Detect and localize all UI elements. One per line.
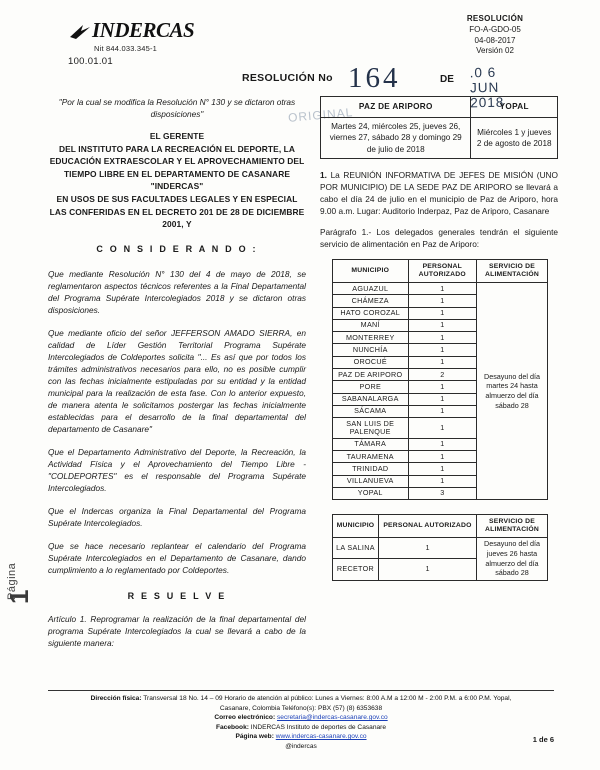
indercas-logo-text: [70, 18, 250, 43]
cell-municipio: SAN LUIS DE PALENQUE: [333, 418, 409, 439]
considerando-paragraph-1: Que mediante Resolución N° 130 del 4 de mayo de 2018, se reglamentaron aspectos técnicos referentes a la Final Departamental del Programa Supérate Intercolegiados 2018 y se dictaron otras disposiciones.: [48, 268, 306, 315]
cell-municipio: PORE: [333, 381, 409, 393]
footer-phone-line: Casanare, Colombia Teléfono(s): PBX (57) (8) 6353638: [219, 704, 383, 712]
cell-municipio: CHÁMEZA: [333, 295, 409, 307]
issuer-line-1: EL GERENTE: [149, 131, 205, 142]
considerando-paragraph-5: Que se hace necesario replantear el calendario del Programa Supérate Intercolegiados en el Departamento de Casanare, dando cumplimiento a lo reglamentado por Coldeportes.: [48, 541, 306, 576]
considerando-heading: C O N S I D E R A N D O :: [96, 243, 258, 254]
cell-personal: 1: [408, 405, 476, 417]
cell-municipio: AGUAZUL: [333, 283, 409, 295]
cell-municipio: OROCUÉ: [333, 356, 409, 368]
cell-municipio: SÁCAMA: [333, 405, 409, 417]
subject-quote: "Por la cual se modifica la Resolución N° 130 y se dictaron otras disposiciones": [58, 97, 296, 120]
footer-web-label: Página web:: [235, 733, 274, 741]
cell-personal: 2: [408, 369, 476, 381]
considerando-paragraph-2: Que mediante oficio del señor JEFFERSON AMADO SIERRA, en calidad de Líder Gestión Territorial Programa Supérate Intercolegiados de Coldeportes solicita "... Es así que por todos los trámites administrativos necesarios para ello, no es posible cumplir con las fechas inicialmente estipuladas por su entidad y la entidad municipal para la realización de esta fase. Con lo anterior expuesto, de manera atenta le solicitamos postergar las fechas inicialmente establecidas para el desarrollo de la final departamental del departamento de Casanare": [48, 328, 306, 435]
cell-municipio: TAURAMENA: [333, 451, 409, 463]
numeral-1: 1.: [320, 170, 327, 181]
format-version: Versión 02: [476, 46, 514, 56]
side-page-number: 1: [4, 589, 34, 604]
issuer-heading: [48, 130, 306, 231]
cell-personal: 1: [408, 332, 476, 344]
table-header-row: [333, 515, 548, 538]
footer-web-line: [48, 732, 554, 742]
footer-twitter-value: @indercas: [285, 742, 317, 750]
footer-address-line: [48, 694, 554, 704]
table-row: [321, 117, 558, 158]
dates-cell-yopal: Miércoles 1 y jueves 2 de agosto de 2018: [471, 117, 558, 158]
table-header-row: [333, 260, 548, 283]
footer-twitter-line: [48, 742, 554, 752]
footer-email-label: Correo electrónico:: [214, 714, 276, 722]
municipios-table-1: [332, 259, 548, 500]
left-column: [48, 96, 306, 660]
cell-servicio: Desayuno del día martes 24 hasta almuerzo del día sábado 28: [477, 283, 548, 500]
format-code: FO-A-GDO-05: [469, 24, 521, 34]
resolution-number: 164: [348, 62, 401, 94]
format-title: RESOLUCIÓN: [466, 14, 524, 23]
cell-personal: 1: [378, 537, 476, 558]
cell-personal: 1: [408, 356, 476, 368]
table-row: [333, 537, 548, 558]
col-personal-autorizado: PERSONAL AUTORIZADO: [378, 515, 476, 538]
col-servicio-alimentacion: SERVICIO DE ALIMENTACIÓN: [477, 260, 548, 283]
side-page-label: Página: [6, 562, 18, 600]
dates-header-yopal: YOPAL: [471, 97, 558, 118]
cell-personal: 1: [408, 393, 476, 405]
cell-municipio: MANÍ: [333, 319, 409, 331]
resuelve-heading: R E S U E L V E: [127, 591, 227, 602]
resolution-date-stamp: .0 6 JUN 2018: [469, 64, 505, 111]
logo-nit: Nit 844.033.345-1: [94, 44, 158, 53]
table-row: [333, 283, 548, 295]
cell-municipio: SABANALARGA: [333, 393, 409, 405]
considerando-paragraph-3: Que el Departamento Administrativo del Deporte, la Recreación, la Actividad Física y el Aprovechamiento del Tiempo Libre - "COLDEPORTES" es el responsable del Programa Supérate Intercolegiados.: [48, 447, 306, 494]
footer-facebook-line: [48, 723, 554, 733]
footer-facebook-value: INDERCAS Instituto de deportes de Casanare: [250, 723, 387, 731]
faded-stamp: ORIGINAL: [287, 105, 354, 125]
format-date: 04-08-2017: [474, 35, 516, 45]
considerando-paragraph-4: Que el Indercas organiza la Final Departamental del Programa Supérate Intercolegiados.: [48, 506, 306, 529]
footer-divider: [48, 690, 554, 691]
cell-personal: 1: [408, 463, 476, 475]
cell-personal: 1: [408, 283, 476, 295]
footer-email-value[interactable]: secretaria@indercas-casanare.gov.co: [277, 714, 388, 722]
cell-personal: 1: [408, 344, 476, 356]
footer-email-line: [48, 713, 554, 723]
issuer-line-3: EN USOS DE SUS FACULTADES LEGALES Y EN ESPECIAL LAS CONFERIDAS EN EL DECRETO 201 DE 28 DE DICIEMBRE 2001, Y: [49, 194, 305, 230]
right-column: [320, 96, 558, 581]
cell-municipio: NUNCHÍA: [333, 344, 409, 356]
col-servicio-alimentacion: SERVICIO DE ALIMENTACIÓN: [477, 515, 548, 538]
dates-header-paz: PAZ DE ARIPORO: [321, 97, 471, 118]
cell-municipio: YOPAL: [333, 487, 409, 499]
cell-personal: 1: [378, 559, 476, 580]
footer-address-label: Dirección física:: [90, 695, 142, 702]
resolution-label: RESOLUCIÓN No: [242, 72, 333, 84]
cell-municipio: VILLANUEVA: [333, 475, 409, 487]
cell-personal: 1: [408, 451, 476, 463]
cell-municipio: TÁMARA: [333, 438, 409, 450]
cell-municipio: RECETOR: [333, 559, 379, 580]
col-municipio: MUNICIPIO: [333, 515, 379, 538]
header-code: 100.01.01: [68, 56, 113, 67]
document-footer: [48, 694, 554, 751]
footer-address-value: Transversal 18 No. 14 – 09 Horario de atención al público: Lunes a Viernes: 8:00 A.M a 12:00 M - 2:00 P.M. a 6:00 P.M. Yopal,: [143, 695, 512, 702]
cell-personal: 1: [408, 438, 476, 450]
cell-personal: 1: [408, 475, 476, 487]
swoosh-icon: [70, 21, 90, 37]
resolution-de-label: DE: [440, 74, 454, 85]
cell-municipio: TRINIDAD: [333, 463, 409, 475]
cell-personal: 1: [408, 418, 476, 439]
cell-municipio: PAZ DE ARIPORO: [333, 369, 409, 381]
col-municipio: MUNICIPIO: [333, 260, 409, 283]
cell-personal: 1: [408, 319, 476, 331]
cell-personal: 1: [408, 295, 476, 307]
dates-cell-paz: Martes 24, miércoles 25, jueves 26, viernes 27, sábado 28 y domingo 29 de julio de 2018: [321, 117, 471, 158]
cell-municipio: HATO COROZAL: [333, 307, 409, 319]
cell-municipio: LA SALINA: [333, 537, 379, 558]
municipios-table-2: [332, 514, 548, 581]
table-header-row: [321, 97, 558, 118]
page-number: 1 de 6: [532, 735, 554, 744]
issuer-line-2: DEL INSTITUTO PARA LA RECREACIÓN EL DEPORTE, LA EDUCACIÓN EXTRAESCOLAR Y EL APROVECHAMIENTO DEL TIEMPO LIBRE EN EL DEPARTAMENTO DE CASANARE "INDERCAS": [49, 143, 305, 192]
cell-servicio: Desayuno del día jueves 26 hasta almuerzo del día sábado 28: [477, 537, 548, 580]
dates-table: [320, 96, 558, 159]
articulo-1: Artículo 1. Reprogramar la realización de la final departamental del programa Supérate Intercolegiados la cual se llevará a cabo de la siguiente manera:: [48, 614, 306, 649]
cell-municipio: MONTERREY: [333, 332, 409, 344]
logo: [70, 18, 250, 53]
col-personal-autorizado: PERSONAL AUTORIZADO: [408, 260, 476, 283]
numeral-1-paragraph: [320, 169, 558, 217]
logo-word: INDERCAS: [92, 18, 195, 42]
format-code-block: [440, 14, 550, 57]
footer-facebook-label: Facebook:: [215, 723, 249, 731]
cell-personal: 3: [408, 487, 476, 499]
paragrafo-1-text: Parágrafo 1.- Los delegados generales tendrán el siguiente servicio de alimentación en Paz de Ariporo:: [320, 227, 558, 250]
cell-personal: 1: [408, 307, 476, 319]
numeral-1-text: La REUNIÓN INFORMATIVA DE JEFES DE MISIÓN (UNO POR MUNICIPIO) DE LA SEDE PAZ DE ARIPORO se llevará a cabo el día 24 de julio en el municipio de Paz de Ariporo, hora 9.00 a.m. Lugar: Auditorio Inderpaz, Paz de Ariporo, Casanare: [320, 170, 559, 217]
footer-web-value[interactable]: www.indercas-casanare.gov.co: [275, 733, 367, 741]
cell-personal: 1: [408, 381, 476, 393]
